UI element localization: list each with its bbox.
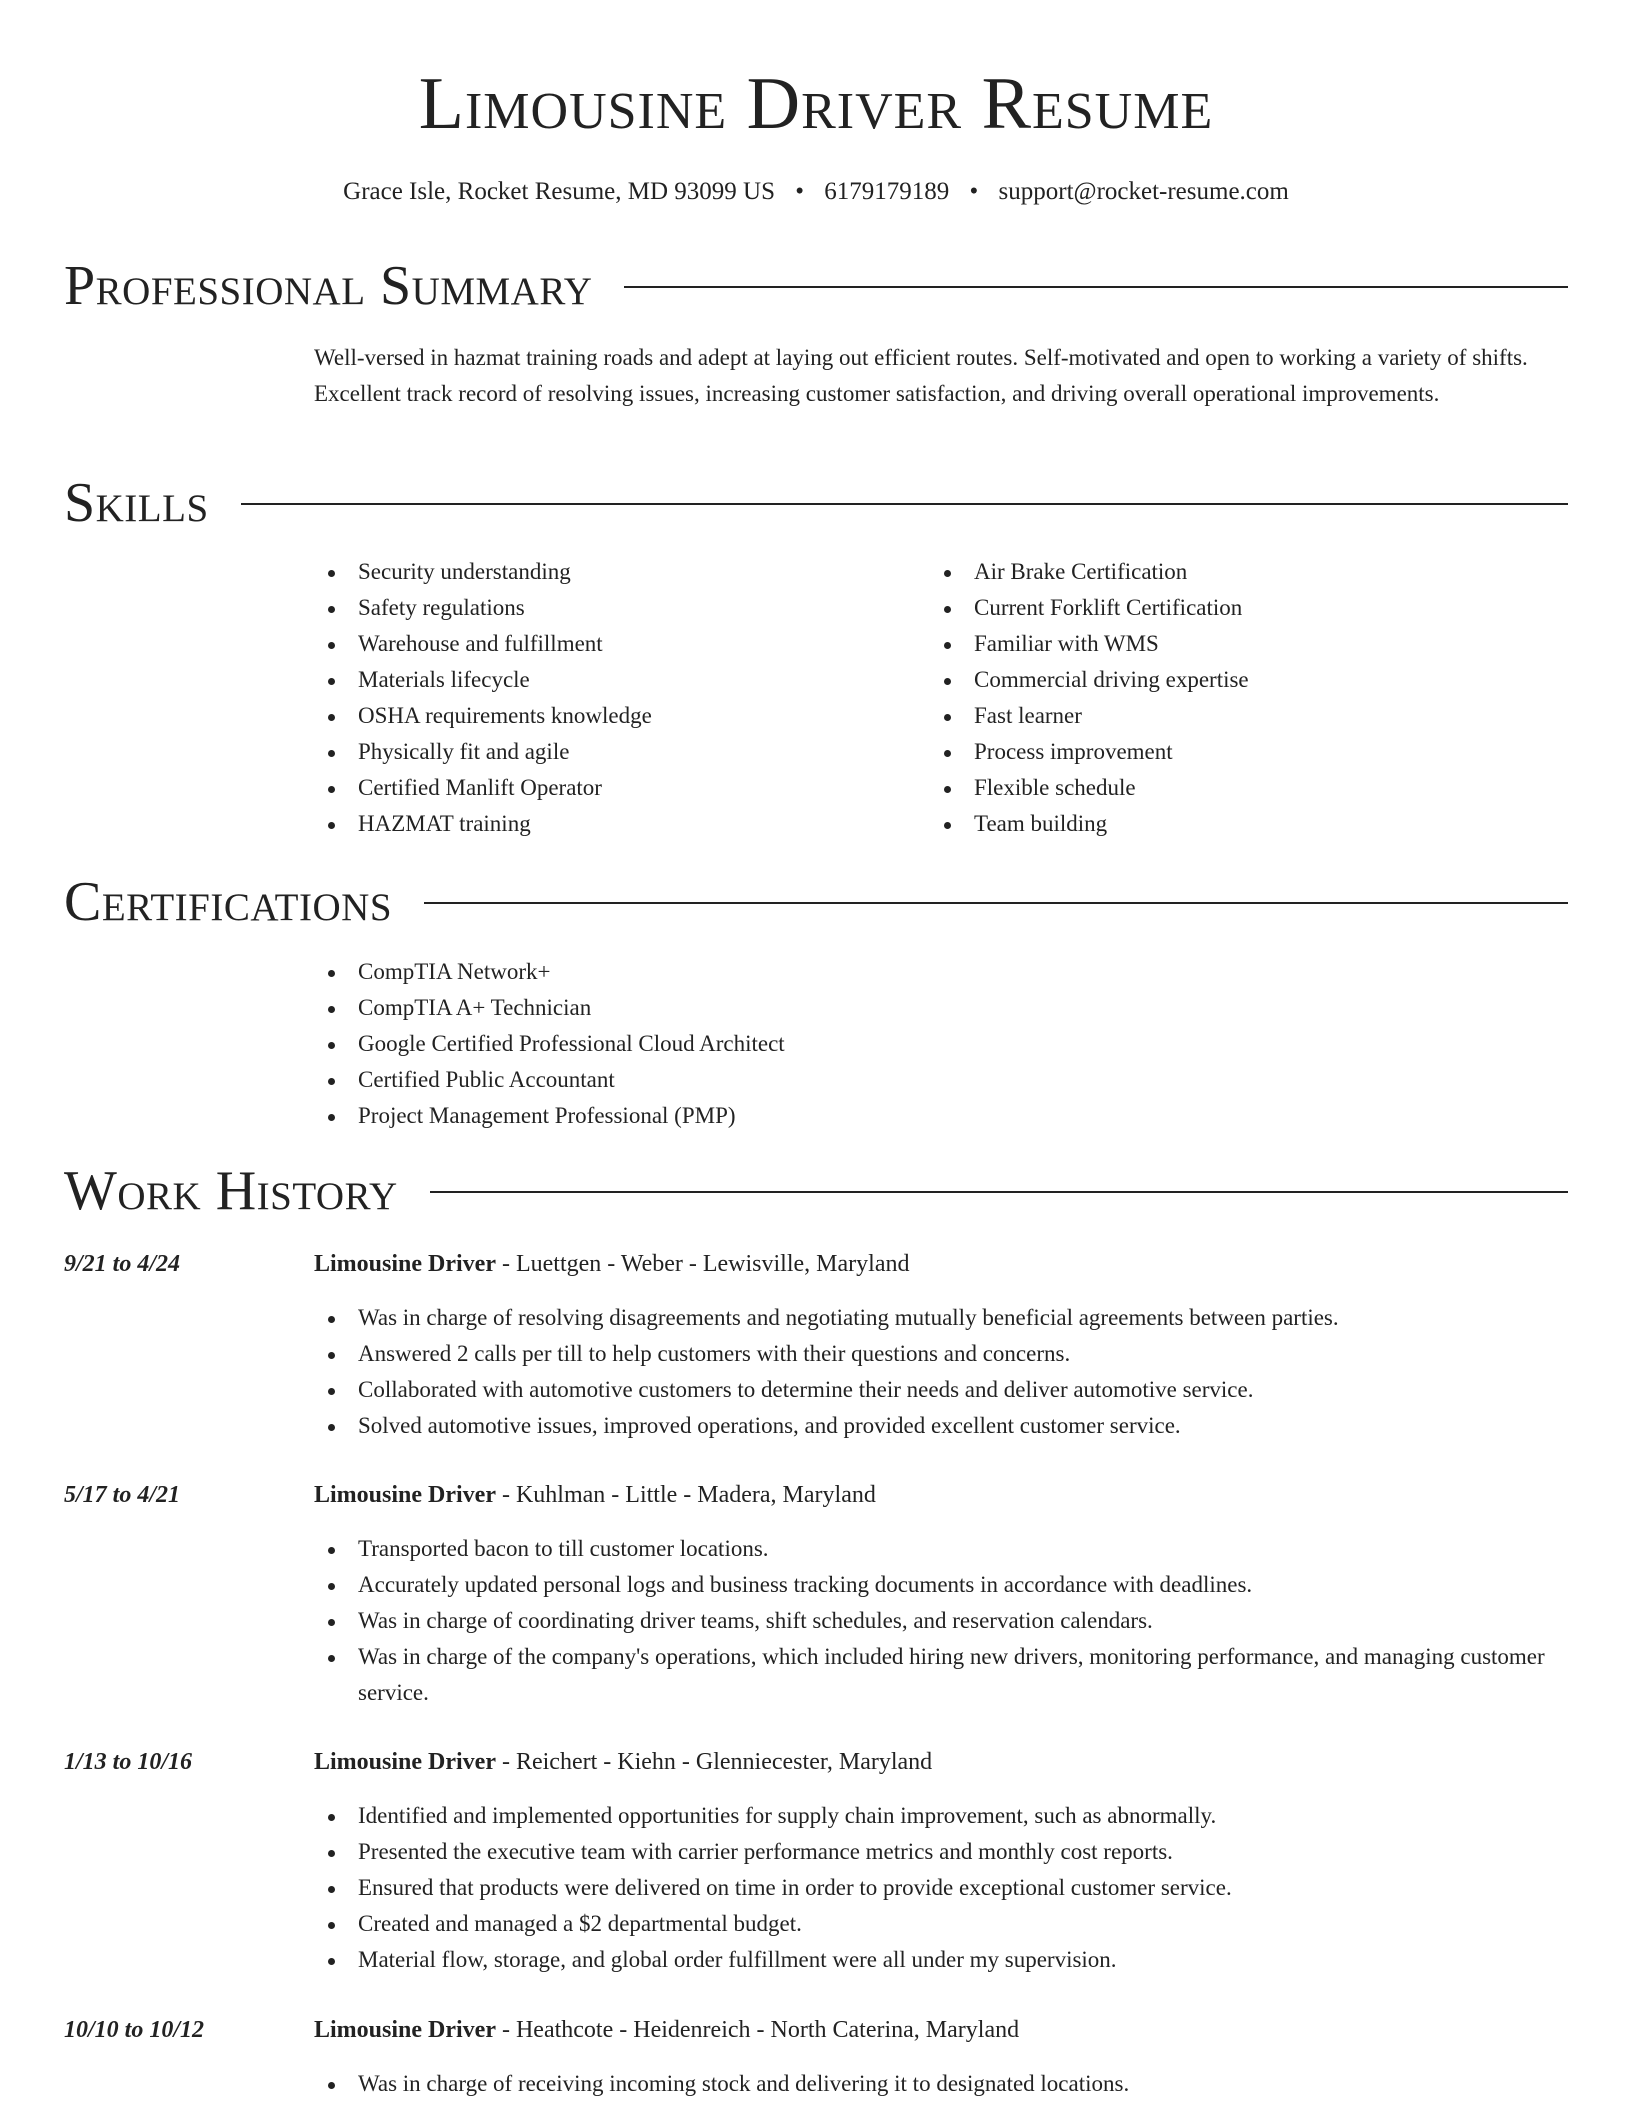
list-item [314,2066,1568,2102]
list-item [314,1336,1568,1372]
bullet-icon [328,786,335,793]
bullet-icon [328,678,335,685]
list-item-text: Process improvement [974,739,1173,764]
job-bullets [314,1300,1568,1444]
job-employer-location: - Reichert - Kiehn - Glenniecester, Maryland [495,1749,933,1775]
list-item-text: Was in charge of coordinating driver teams, shift schedules, and reservation calendars. [358,1608,1153,1633]
job-role: Limousine Driver [314,1251,496,1277]
list-item [314,1062,1568,1098]
skills-list [930,554,1520,842]
job-employer-location: - Luettgen - Weber - Lewisville, Maryland [495,1251,910,1277]
list-item-text: Solved automotive issues, improved operations, and provided excellent customer service. [358,1413,1181,1438]
bullet-icon [328,1814,335,1821]
section-certifications [64,870,1568,934]
list-item-text: Identified and implemented opportunities for supply chain improvement, such as abnormally. [358,1803,1217,1828]
section-divider [430,1191,1568,1193]
list-item [930,662,1520,698]
job-title-line [314,2012,1568,2048]
list-item-text: HAZMAT training [358,811,531,836]
job-role: Limousine Driver [314,1482,496,1508]
list-item [314,554,904,590]
list-item-text: Materials lifecycle [358,667,530,692]
list-item-text: Project Management Professional (PMP) [358,1103,736,1128]
list-item-text: Safety regulations [358,595,525,620]
bullet-icon [944,714,951,721]
contact-separator: • [795,178,805,205]
section-heading: Skills [64,472,209,534]
list-item [314,806,904,842]
bullet-icon [328,1583,335,1590]
list-item-text: Was in charge of receiving incoming stock and delivering it to designated locations. [358,2071,1130,2096]
job-dates: 9/21 to 4/24 [64,1251,181,1277]
list-item-text: OSHA requirements knowledge [358,703,652,728]
list-item [930,806,1520,842]
bullet-icon [328,822,335,829]
list-item [930,698,1520,734]
list-item [314,698,904,734]
job-dates: 1/13 to 10/16 [64,1749,193,1775]
skills-column-left [314,554,904,842]
bullet-icon [328,1316,335,1323]
bullet-icon [328,1042,335,1049]
list-item-text: Fast learner [974,703,1082,728]
list-item-text: Accurately updated personal logs and business tracking documents in accordance with deadlines. [358,1572,1253,1597]
bullet-icon [944,786,951,793]
list-item-text: Certified Public Accountant [358,1067,615,1092]
bullet-icon [944,606,951,613]
list-item-text: Current Forklift Certification [974,595,1243,620]
bullet-icon [328,1655,335,1662]
list-item-text: Physically fit and agile [358,739,570,764]
skills-column-right [930,554,1520,842]
list-item-text: Transported bacon to till customer locations. [358,1536,769,1561]
job-role: Limousine Driver [314,2017,496,2043]
bullet-icon [328,1850,335,1857]
list-item [314,626,904,662]
list-item [314,590,904,626]
summary-text: Well-versed in hazmat training roads and adept at laying out efficient routes. Self-motivated and open to working a variety of shifts. Excellent track record of resolving issues, increasing customer satisfaction, and driving overall operational improvements. [314,345,1528,406]
contact-email: support@rocket-resume.com [998,178,1289,205]
list-item [314,1870,1568,1906]
list-item [314,1531,1568,1567]
list-item [314,1098,1568,1134]
list-item [314,1906,1568,1942]
section-work-history [64,1159,1568,1223]
list-item [314,770,904,806]
bullet-icon [328,714,335,721]
list-item-text: Material flow, storage, and global order fulfillment were all under my supervision. [358,1947,1117,1972]
list-item [314,734,904,770]
job-employer-location: - Heathcote - Heidenreich - North Caterina, Maryland [495,2017,1020,2043]
job-employer-location: - Kuhlman - Little - Madera, Maryland [495,1482,876,1508]
list-item [930,590,1520,626]
list-item-text: Familiar with WMS [974,631,1159,656]
list-item-text: Commercial driving expertise [974,667,1249,692]
section-heading: Work History [64,1160,398,1222]
bullet-icon [944,678,951,685]
list-item [314,1603,1568,1639]
list-item-text: Presented the executive team with carrier performance metrics and monthly cost reports. [358,1839,1173,1864]
bullet-icon [944,642,951,649]
list-item-text: CompTIA Network+ [358,959,551,984]
list-item [314,954,1568,990]
bullet-icon [328,1352,335,1359]
bullet-icon [328,750,335,757]
contact-address: Grace Isle, Rocket Resume, MD 93099 US [343,178,776,205]
job-title-line [314,1744,1568,1780]
bullet-icon [944,570,951,577]
contact-phone: 6179179189 [824,178,950,205]
list-item-text: Was in charge of resolving disagreements and negotiating mutually beneficial agreements between parties. [358,1305,1339,1330]
list-item-text: Was in charge of the company's operations, which included hiring new drivers, monitoring performance, and managing customer service. [358,1644,1545,1705]
list-item [314,1798,1568,1834]
bullet-icon [328,1424,335,1431]
bullet-icon [328,1388,335,1395]
list-item [930,734,1520,770]
list-item-text: CompTIA A+ Technician [358,995,592,1020]
list-item [314,1372,1568,1408]
section-heading: Certifications [64,871,393,933]
list-item [314,1942,1568,1978]
list-item [930,554,1520,590]
certifications-list-wrap [314,954,1568,1134]
list-item [314,1567,1568,1603]
list-item-text: Certified Manlift Operator [358,775,602,800]
bullet-icon [328,642,335,649]
resume-title: Limousine Driver Resume [418,63,1214,145]
section-divider [241,503,1568,505]
list-item-text: Flexible schedule [974,775,1136,800]
list-item-text: Security understanding [358,559,571,584]
list-item-text: Warehouse and fulfillment [358,631,603,656]
list-item [314,1639,1568,1711]
job-bullets [314,1798,1568,1978]
bullet-icon [944,750,951,757]
bullet-icon [328,1114,335,1121]
list-item-text: Answered 2 calls per till to help customers with their questions and concerns. [358,1341,1071,1366]
list-item [314,662,904,698]
skills-list [314,554,904,842]
job-dates: 5/17 to 4/21 [64,1482,181,1508]
list-item-text: Air Brake Certification [974,559,1188,584]
list-item [930,770,1520,806]
list-item [314,1300,1568,1336]
section-divider [424,902,1568,904]
certifications-list [314,954,1568,1134]
contact-separator: • [969,178,979,205]
job-bullets [314,2066,1568,2102]
section-professional-summary [64,254,1568,318]
list-item [314,1408,1568,1444]
bullet-icon [328,1886,335,1893]
list-item [314,990,1568,1026]
bullet-icon [328,606,335,613]
bullet-icon [328,2082,335,2089]
bullet-icon [328,1958,335,1965]
list-item-text: Team building [974,811,1108,836]
job-role: Limousine Driver [314,1749,496,1775]
list-item-text: Collaborated with automotive customers to determine their needs and deliver automotive service. [358,1377,1254,1402]
bullet-icon [328,1619,335,1626]
list-item [314,1834,1568,1870]
section-heading: Professional Summary [64,255,593,317]
job-bullets [314,1531,1568,1711]
list-item [314,1026,1568,1062]
bullet-icon [328,1922,335,1929]
bullet-icon [328,970,335,977]
list-item-text: Ensured that products were delivered on time in order to provide exceptional customer service. [358,1875,1232,1900]
job-title-line [314,1477,1568,1513]
bullet-icon [328,570,335,577]
bullet-icon [328,1078,335,1085]
section-divider [624,286,1568,288]
bullet-icon [944,822,951,829]
list-item [930,626,1520,662]
list-item-text: Google Certified Professional Cloud Architect [358,1031,785,1056]
section-skills [64,471,1568,535]
bullet-icon [328,1547,335,1554]
job-title-line [314,1246,1568,1282]
contact-line [0,176,1632,208]
bullet-icon [328,1006,335,1013]
list-item-text: Created and managed a $2 departmental budget. [358,1911,802,1936]
job-dates: 10/10 to 10/12 [64,2017,205,2043]
